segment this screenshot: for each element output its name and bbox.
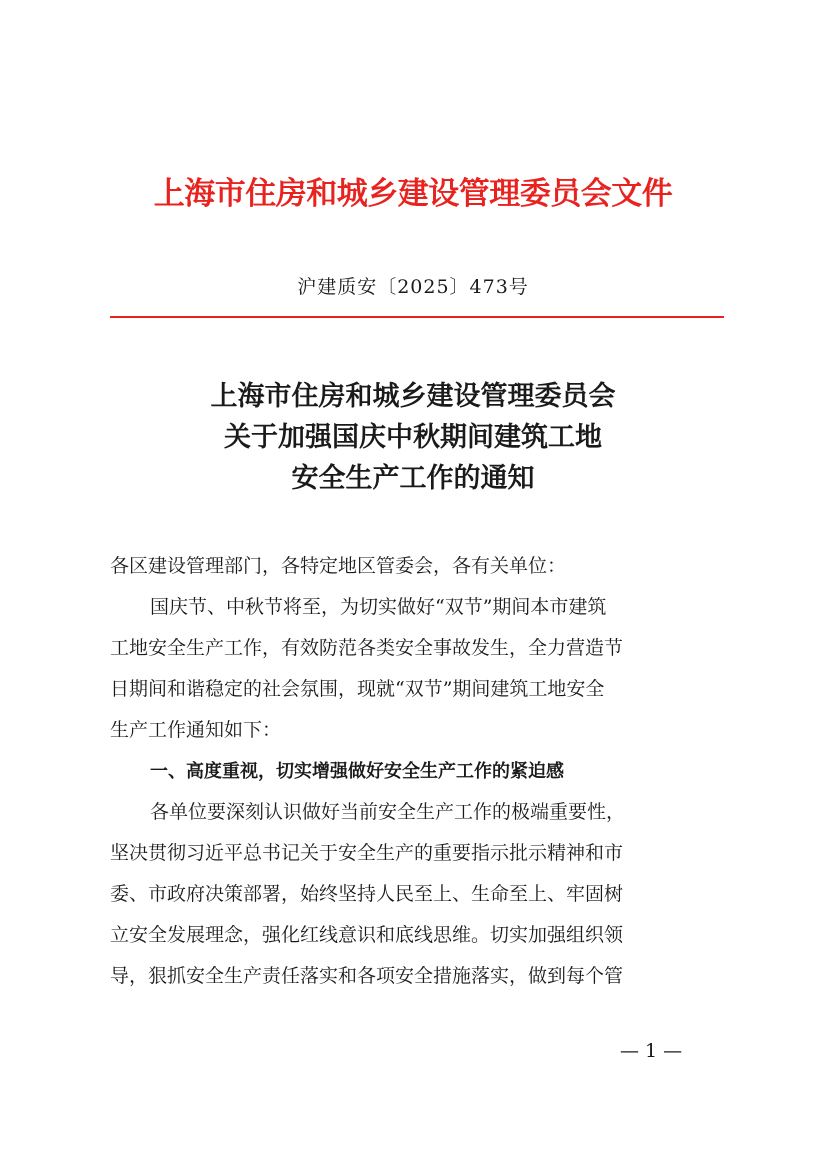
document-header-title: 上海市住房和城乡建设管理委员会文件 — [153, 176, 673, 212]
paragraph-line: 各单位要深刻认识做好当前安全生产工作的极端重要性， — [150, 801, 626, 823]
paragraph-line: 立安全发展理念，强化红线意识和底线思维。切实加强组织领 — [110, 924, 624, 946]
document-number: 沪建质安〔2025〕473号 — [297, 276, 529, 298]
paragraph-line: 国庆节、中秋节将至，为切实做好“双节”期间本市建筑 — [150, 596, 607, 618]
notice-title — [0, 376, 826, 499]
paragraph-line: 日期间和谐稳定的社会氛围，现就“双节”期间建筑工地安全 — [110, 678, 605, 700]
paragraph-line: 生产工作通知如下： — [110, 719, 282, 741]
salutation: 各区建设管理部门，各特定地区管委会，各有关单位： — [110, 555, 567, 577]
body-text — [110, 546, 724, 997]
paragraph-line: 委、市政府决策部署，始终坚持人民至上、生命至上、牢固树 — [110, 883, 624, 905]
section-heading: 一、高度重视，切实增强做好安全生产工作的紧迫感 — [150, 761, 564, 782]
paragraph-line: 工地安全生产工作，有效防范各类安全事故发生，全力营造节 — [110, 637, 624, 659]
notice-title-line: 安全生产工作的通知 — [291, 463, 535, 494]
notice-title-line: 关于加强国庆中秋期间建筑工地 — [224, 422, 602, 453]
paragraph-line: 坚决贯彻习近平总书记关于安全生产的重要指示批示精神和市 — [110, 842, 624, 864]
red-separator-line — [110, 316, 724, 318]
notice-title-line: 上海市住房和城乡建设管理委员会 — [210, 381, 616, 412]
page-number: — 1 — — [620, 1040, 683, 1062]
paragraph-line: 导，狠抓安全生产责任落实和各项安全措施落实，做到每个管 — [110, 965, 624, 987]
